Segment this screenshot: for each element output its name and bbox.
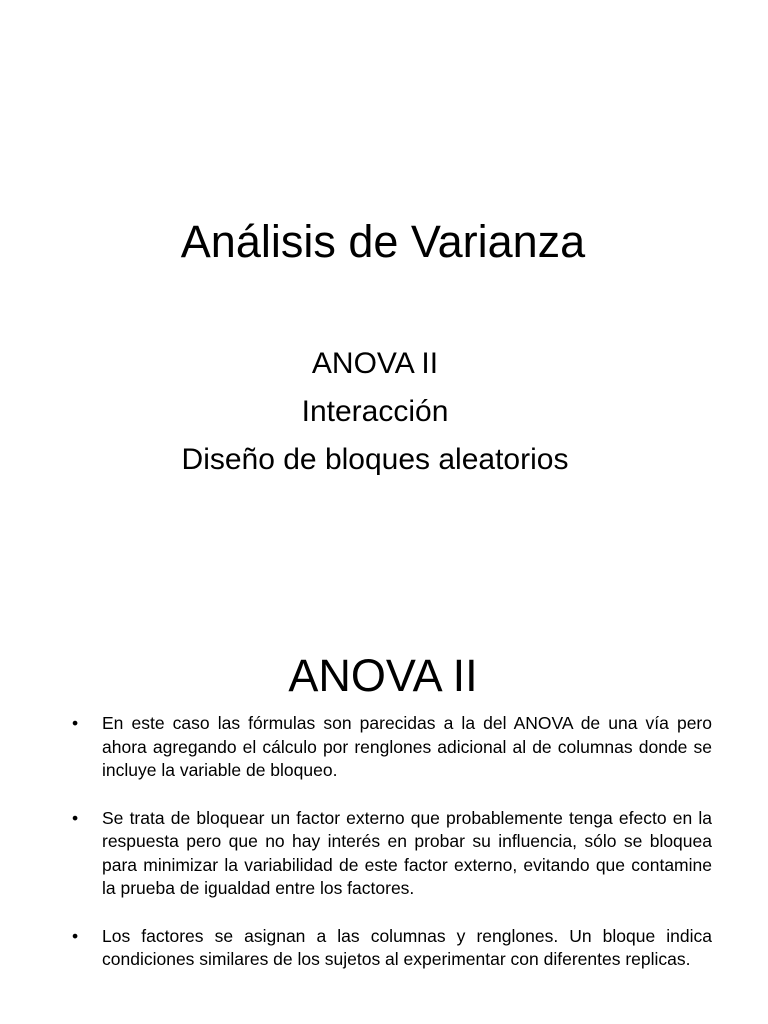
slide-1-subtitle-list (0, 340, 750, 484)
bullet-item (70, 807, 712, 901)
bullet-list (70, 712, 712, 996)
subtitle-line-anova: ANOVA II (311, 347, 439, 380)
bullet-item (70, 712, 712, 783)
bullet-text: Se trata de bloquear un factor externo que probablemente tenga efecto en la respuesta pero que no hay interés en probar su influencia, sólo se bloquea para minimizar la variabilidad de este factor externo, evitando que contamine la prueba de igualdad entre los factores. (102, 807, 712, 898)
bullet-text: En este caso las fórmulas son parecidas a la del ANOVA de una vía pero ahora agregando el cálculo por renglones adicional al de columnas donde se incluye la variable de bloqueo. (102, 713, 712, 780)
bullet-text: Los factores se asignan a las columnas y renglones. Un bloque indica condiciones similares de los sujetos al experimentar con diferentes replicas. (102, 925, 712, 969)
bullet-dot: • (72, 713, 79, 733)
subtitle-line-interaccion: Interacción (301, 395, 449, 428)
bullet-dot: • (72, 925, 79, 946)
slide-1-title: Análisis de Varianza (180, 216, 586, 267)
slide-2 (0, 588, 768, 1024)
bullet-item (70, 925, 712, 972)
bullet-dot: • (72, 807, 79, 828)
subtitle-line-bloques: Diseño de bloques aleatorios (181, 443, 569, 476)
slide-2-title: ANOVA II (288, 650, 478, 701)
